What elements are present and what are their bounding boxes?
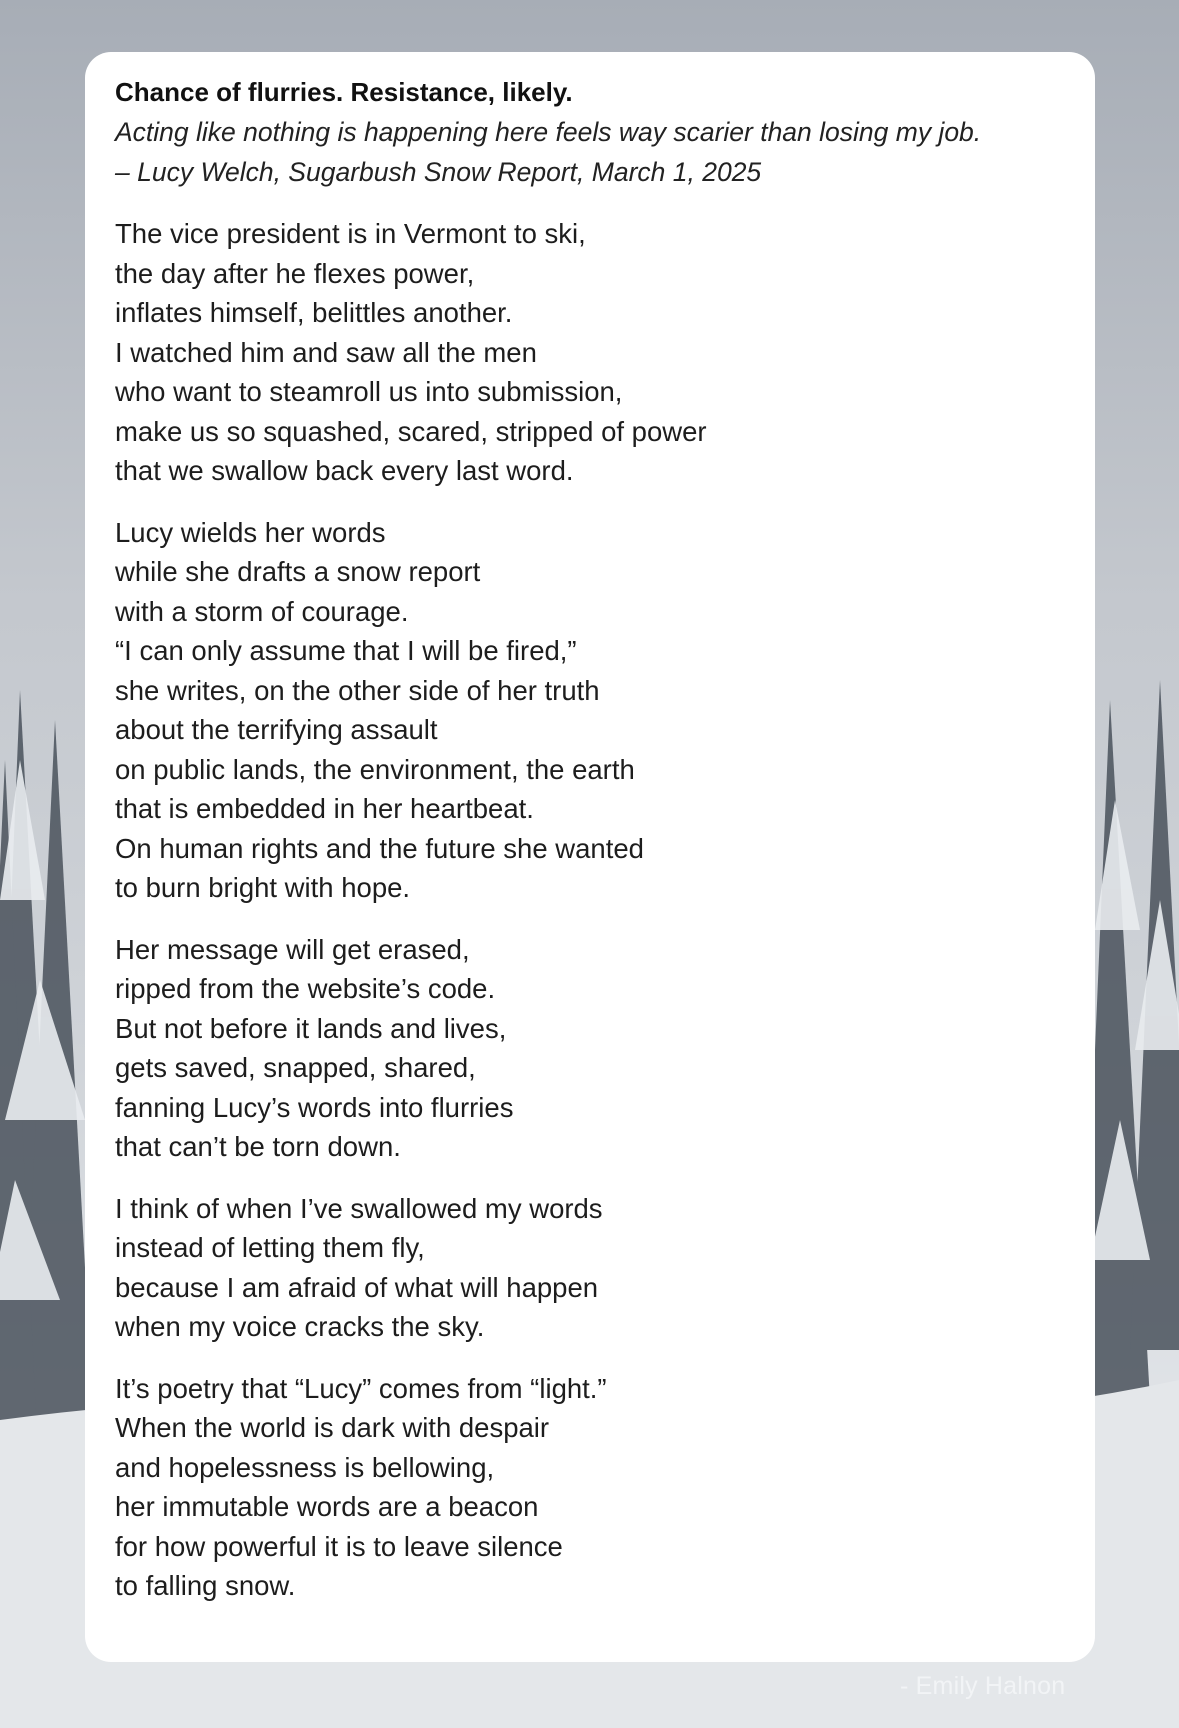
poem-line: I watched him and saw all the men [115,336,537,368]
poem-line: while she drafts a snow report [115,556,481,587]
poem-line: ripped from the website’s code. [115,973,496,1004]
poem-line: The vice president is in Vermont to ski, [115,218,586,249]
epigraph-attribution: – Lucy Welch, Sugarbush Snow Report, March 1, 2025 [115,157,762,187]
poem-line: It’s poetry that “Lucy” comes from “light.” [115,1372,607,1404]
poem-line: she writes, on the other side of her truth [115,674,600,706]
poem-title: Chance of flurries. Resistance, likely. [115,77,573,107]
poem-line: I think of when I’ve swallowed my words [115,1192,603,1224]
poem-line: and hopelessness is bellowing, [115,1451,495,1483]
poem-line: for how powerful it is to leave silence [115,1530,563,1562]
poem-line: her immutable words are a beacon [115,1491,539,1522]
poem-line: to falling snow. [115,1570,296,1601]
poem-line: instead of letting them fly, [115,1232,425,1263]
stanza-2 [115,513,1095,908]
poem-line: because I am afraid of what will happen [115,1271,599,1303]
poem-line: about the terrifying assault [115,714,438,745]
poem-line: with a storm of courage. [115,595,409,627]
poem-line: On human rights and the future she wanted [115,832,644,864]
poem-line: inflates himself, belittles another. [115,297,513,328]
poem-line: when my voice cracks the sky. [115,1311,485,1342]
poem-line: “I can only assume that I will be fired,” [115,635,577,666]
epigraph [115,112,1095,192]
poem-line: fanning Lucy’s words into flurries [115,1091,514,1123]
poem-line: gets saved, snapped, shared, [115,1052,476,1083]
stanza-3 [115,930,1095,1167]
poem-line: Lucy wields her words [115,516,386,548]
poem-line: on public lands, the environment, the earth [115,753,635,785]
stanza-1 [115,214,1095,491]
poem-line: that can’t be torn down. [115,1131,401,1162]
poem-line: When the world is dark with despair [115,1412,550,1443]
poem-line: the day after he flexes power, [115,257,475,289]
poem-line: that is embedded in her heartbeat. [115,793,534,824]
author-signature: - Emily Halnon [900,1672,1066,1700]
stanza-4 [115,1189,1095,1347]
poem-line: Her message will get erased, [115,933,470,965]
epigraph-quote: Acting like nothing is happening here feels way scarier than losing my job. [115,117,982,147]
poem-line: who want to steamroll us into submission, [115,376,623,407]
poem-line: make us so squashed, scared, stripped of power [115,415,707,447]
poem-card [85,52,1095,1662]
poem-line: that we swallow back every last word. [115,455,574,486]
poem-line: But not before it lands and lives, [115,1012,507,1044]
poem-line: to burn bright with hope. [115,872,411,903]
stanza-5 [115,1369,1095,1606]
